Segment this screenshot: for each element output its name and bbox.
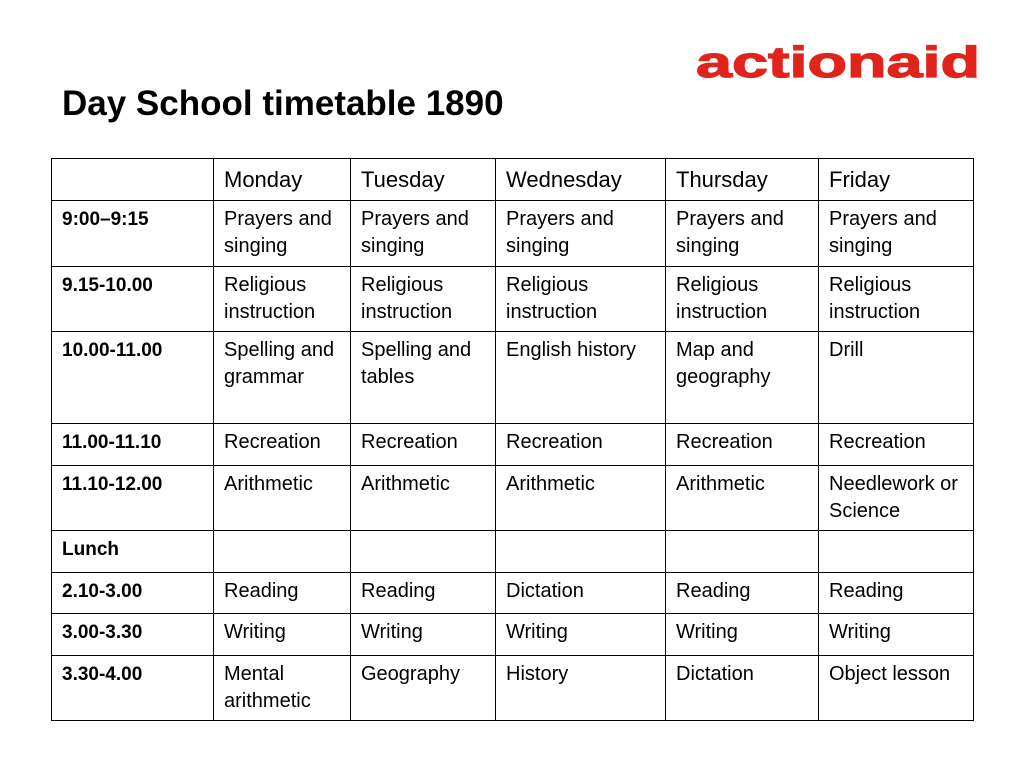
lesson-cell: Recreation: [351, 424, 496, 466]
lesson-cell: Dictation: [666, 656, 819, 721]
logo-wordmark: actionaid: [696, 40, 980, 86]
actionaid-logo: [694, 40, 984, 86]
time-cell: 9.15-10.00: [52, 267, 214, 332]
lesson-cell: Prayers and singing: [351, 201, 496, 267]
lesson-cell: Recreation: [666, 424, 819, 466]
table-row: [52, 267, 974, 332]
lesson-cell: Arithmetic: [666, 466, 819, 531]
lesson-cell: Reading: [666, 573, 819, 614]
lesson-cell: Writing: [496, 614, 666, 656]
lesson-cell: [351, 531, 496, 573]
time-cell: 3.30-4.00: [52, 656, 214, 721]
timetable: [51, 158, 974, 721]
header-friday: Friday: [819, 159, 974, 201]
lesson-cell: Spelling and grammar: [214, 332, 351, 424]
page-title: Day School timetable 1890: [62, 84, 504, 123]
lesson-cell: Prayers and singing: [666, 201, 819, 267]
time-cell: 11.10-12.00: [52, 466, 214, 531]
header-monday: Monday: [214, 159, 351, 201]
lesson-cell: Recreation: [496, 424, 666, 466]
header-thursday: Thursday: [666, 159, 819, 201]
table-row: [52, 332, 974, 424]
lesson-cell: English history: [496, 332, 666, 424]
time-cell: 10.00-11.00: [52, 332, 214, 424]
lesson-cell: Prayers and singing: [496, 201, 666, 267]
lesson-cell: Writing: [351, 614, 496, 656]
lesson-cell: Reading: [819, 573, 974, 614]
lesson-cell: Religious instruction: [819, 267, 974, 332]
table-row: [52, 201, 974, 267]
lesson-cell: Drill: [819, 332, 974, 424]
lesson-cell: Mental arithmetic: [214, 656, 351, 721]
lesson-cell: [496, 531, 666, 573]
lesson-cell: [819, 531, 974, 573]
lesson-cell: [214, 531, 351, 573]
lesson-cell: Religious instruction: [666, 267, 819, 332]
time-cell: 11.00-11.10: [52, 424, 214, 466]
lesson-cell: Arithmetic: [214, 466, 351, 531]
lesson-cell: Object lesson: [819, 656, 974, 721]
lesson-cell: History: [496, 656, 666, 721]
header-corner-cell: [52, 159, 214, 201]
lesson-cell: Map and geography: [666, 332, 819, 424]
table-row: [52, 656, 974, 721]
table-row: [52, 466, 974, 531]
table-row: [52, 531, 974, 573]
lesson-cell: Recreation: [819, 424, 974, 466]
time-cell: Lunch: [52, 531, 214, 573]
lesson-cell: Writing: [666, 614, 819, 656]
table-row: [52, 573, 974, 614]
lesson-cell: Arithmetic: [351, 466, 496, 531]
lesson-cell: Religious instruction: [351, 267, 496, 332]
lesson-cell: Religious instruction: [214, 267, 351, 332]
lesson-cell: Geography: [351, 656, 496, 721]
header-tuesday: Tuesday: [351, 159, 496, 201]
lesson-cell: Religious instruction: [496, 267, 666, 332]
lesson-cell: Spelling and tables: [351, 332, 496, 424]
lesson-cell: Prayers and singing: [214, 201, 351, 267]
header-wednesday: Wednesday: [496, 159, 666, 201]
table-row: [52, 614, 974, 656]
lesson-cell: Needlework or Science: [819, 466, 974, 531]
lesson-cell: Reading: [351, 573, 496, 614]
lesson-cell: Writing: [819, 614, 974, 656]
lesson-cell: [666, 531, 819, 573]
time-cell: 3.00-3.30: [52, 614, 214, 656]
lesson-cell: Recreation: [214, 424, 351, 466]
table-header-row: [52, 159, 974, 201]
lesson-cell: Reading: [214, 573, 351, 614]
lesson-cell: Dictation: [496, 573, 666, 614]
lesson-cell: Writing: [214, 614, 351, 656]
time-cell: 9:00–9:15: [52, 201, 214, 267]
lesson-cell: Prayers and singing: [819, 201, 974, 267]
table-row: [52, 424, 974, 466]
time-cell: 2.10-3.00: [52, 573, 214, 614]
lesson-cell: Arithmetic: [496, 466, 666, 531]
